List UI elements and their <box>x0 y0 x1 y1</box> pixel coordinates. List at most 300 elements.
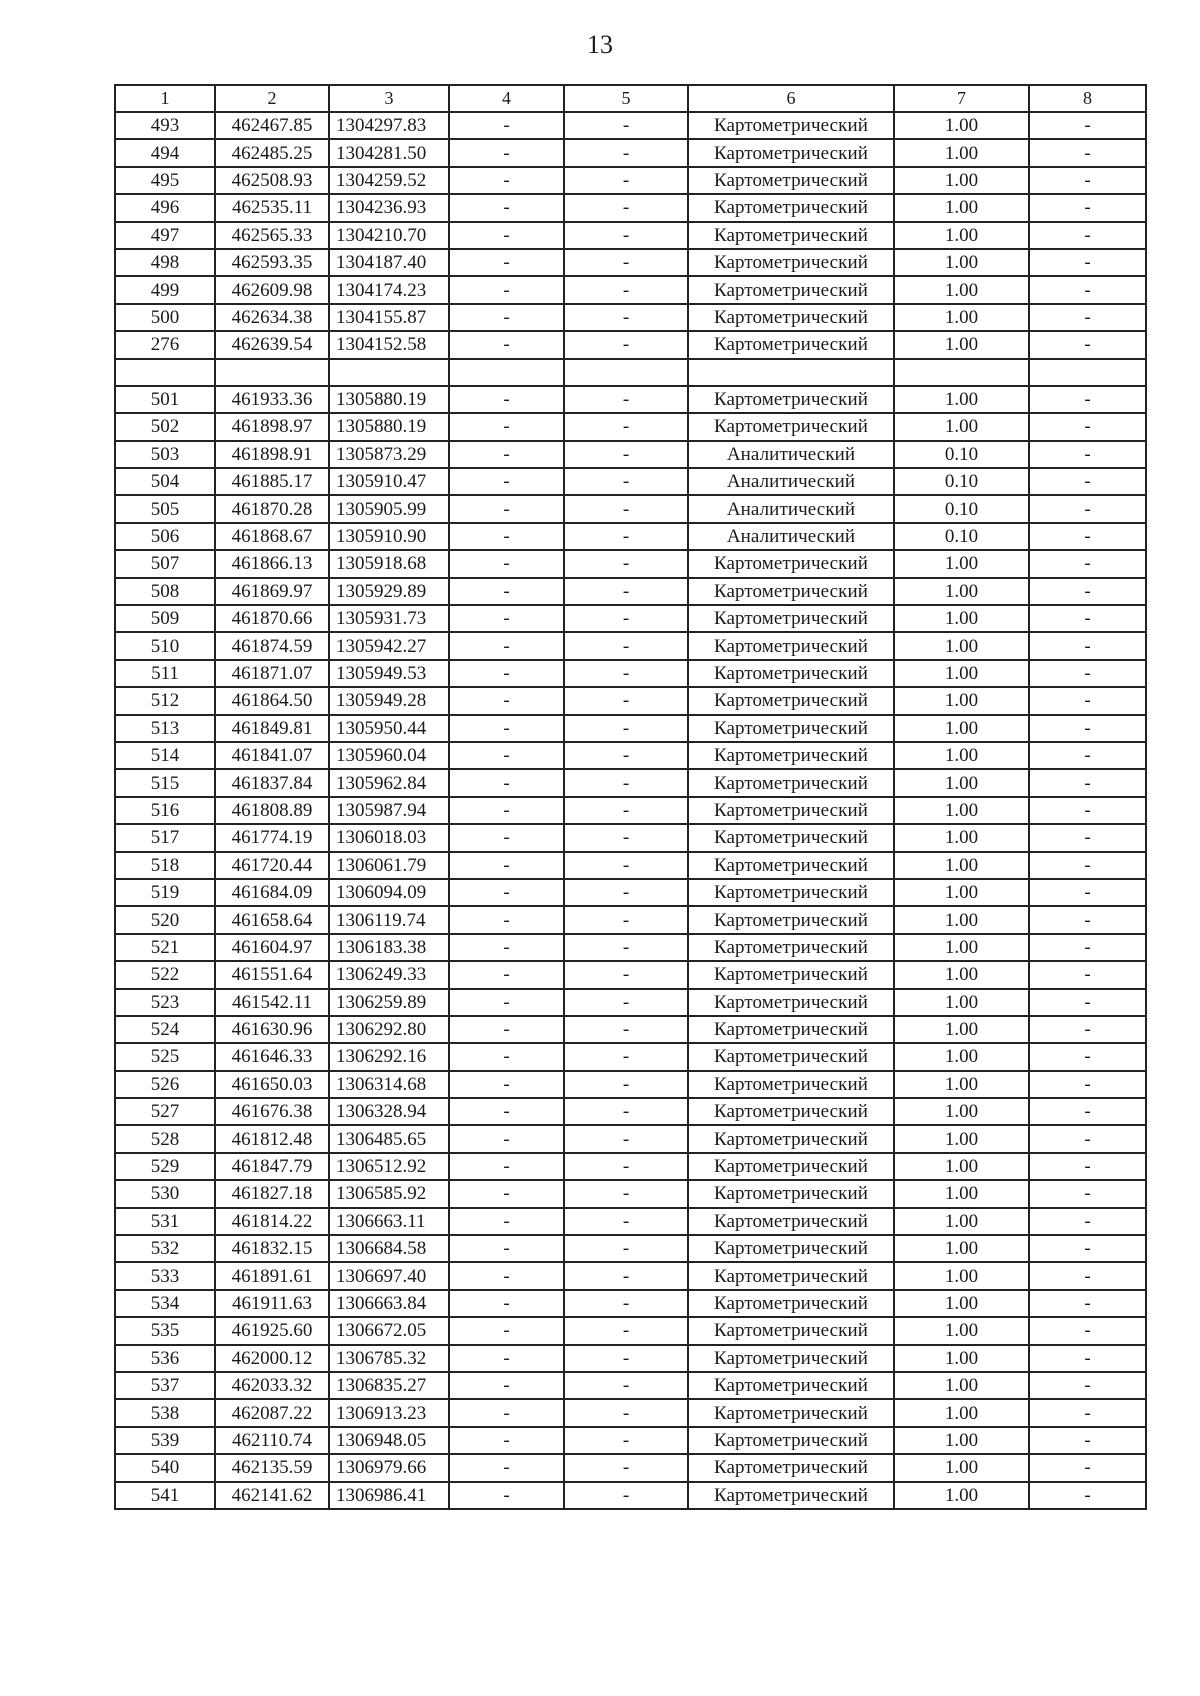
col8-cell: - <box>1029 742 1146 769</box>
col4-cell: - <box>449 797 564 824</box>
col4-cell: - <box>449 1399 564 1426</box>
accuracy-cell: 0.10 <box>894 441 1029 468</box>
accuracy-cell: 1.00 <box>894 331 1029 358</box>
method-cell: Картометрический <box>688 1125 894 1152</box>
y-coordinate-cell: 1305962.84 <box>329 769 449 796</box>
method-cell: Картометрический <box>688 1372 894 1399</box>
x-coordinate-cell: 461864.50 <box>215 687 329 714</box>
point-number-cell: 535 <box>115 1317 215 1344</box>
table-row <box>115 1153 1146 1180</box>
point-number-cell: 540 <box>115 1454 215 1481</box>
column-header: 5 <box>564 85 688 112</box>
point-number-cell: 508 <box>115 578 215 605</box>
col4-cell: - <box>449 879 564 906</box>
col8-cell: - <box>1029 1482 1146 1509</box>
col8-cell <box>1029 359 1146 386</box>
col8-cell: - <box>1029 1016 1146 1043</box>
accuracy-cell: 1.00 <box>894 1427 1029 1454</box>
col4-cell: - <box>449 386 564 413</box>
method-cell: Картометрический <box>688 632 894 659</box>
method-cell: Картометрический <box>688 578 894 605</box>
column-header: 1 <box>115 85 215 112</box>
col8-cell: - <box>1029 1180 1146 1207</box>
point-number-cell: 499 <box>115 276 215 303</box>
col5-cell <box>564 359 688 386</box>
point-number-cell: 519 <box>115 879 215 906</box>
col5-cell: - <box>564 550 688 577</box>
method-cell: Картометрический <box>688 715 894 742</box>
x-coordinate-cell: 461841.07 <box>215 742 329 769</box>
col8-cell: - <box>1029 276 1146 303</box>
x-coordinate-cell: 462141.62 <box>215 1482 329 1509</box>
method-cell: Картометрический <box>688 934 894 961</box>
x-coordinate-cell: 461866.13 <box>215 550 329 577</box>
col4-cell: - <box>449 468 564 495</box>
col4-cell: - <box>449 1482 564 1509</box>
col8-cell: - <box>1029 1125 1146 1152</box>
column-header: 8 <box>1029 85 1146 112</box>
accuracy-cell: 1.00 <box>894 1262 1029 1289</box>
col8-cell: - <box>1029 934 1146 961</box>
x-coordinate-cell: 461898.91 <box>215 441 329 468</box>
method-cell: Картометрический <box>688 660 894 687</box>
y-coordinate-cell: 1305880.19 <box>329 413 449 440</box>
column-header: 3 <box>329 85 449 112</box>
table-row <box>115 660 1146 687</box>
col4-cell: - <box>449 523 564 550</box>
table-row <box>115 386 1146 413</box>
accuracy-cell: 1.00 <box>894 1454 1029 1481</box>
col4-cell: - <box>449 989 564 1016</box>
point-number-cell: 532 <box>115 1235 215 1262</box>
col4-cell: - <box>449 852 564 879</box>
method-cell: Картометрический <box>688 1317 894 1344</box>
method-cell: Картометрический <box>688 1482 894 1509</box>
x-coordinate-cell: 461868.67 <box>215 523 329 550</box>
col8-cell: - <box>1029 1208 1146 1235</box>
method-cell: Аналитический <box>688 468 894 495</box>
x-coordinate-cell: 462135.59 <box>215 1454 329 1481</box>
y-coordinate-cell: 1305942.27 <box>329 632 449 659</box>
col4-cell: - <box>449 139 564 166</box>
point-number-cell: 521 <box>115 934 215 961</box>
col4-cell: - <box>449 495 564 522</box>
method-cell: Картометрический <box>688 879 894 906</box>
col8-cell: - <box>1029 386 1146 413</box>
method-cell: Картометрический <box>688 989 894 1016</box>
col5-cell: - <box>564 441 688 468</box>
col4-cell: - <box>449 1454 564 1481</box>
col5-cell: - <box>564 276 688 303</box>
col5-cell: - <box>564 1098 688 1125</box>
col8-cell: - <box>1029 331 1146 358</box>
y-coordinate-cell: 1306979.66 <box>329 1454 449 1481</box>
accuracy-cell: 1.00 <box>894 1153 1029 1180</box>
table-row <box>115 304 1146 331</box>
y-coordinate-cell: 1305873.29 <box>329 441 449 468</box>
x-coordinate-cell: 461630.96 <box>215 1016 329 1043</box>
col8-cell: - <box>1029 1427 1146 1454</box>
accuracy-cell: 1.00 <box>894 1098 1029 1125</box>
x-coordinate-cell: 461774.19 <box>215 824 329 851</box>
table-row <box>115 1071 1146 1098</box>
accuracy-cell: 1.00 <box>894 1482 1029 1509</box>
accuracy-cell: 1.00 <box>894 167 1029 194</box>
col5-cell: - <box>564 1180 688 1207</box>
col5-cell: - <box>564 824 688 851</box>
col5-cell: - <box>564 605 688 632</box>
col8-cell: - <box>1029 1372 1146 1399</box>
col4-cell: - <box>449 550 564 577</box>
col8-cell: - <box>1029 1290 1146 1317</box>
col8-cell: - <box>1029 304 1146 331</box>
col8-cell: - <box>1029 468 1146 495</box>
col4-cell: - <box>449 167 564 194</box>
table-row <box>115 605 1146 632</box>
point-number-cell: 509 <box>115 605 215 632</box>
point-number-cell: 522 <box>115 961 215 988</box>
method-cell: Картометрический <box>688 687 894 714</box>
col5-cell: - <box>564 1372 688 1399</box>
point-number-cell: 502 <box>115 413 215 440</box>
col5-cell: - <box>564 468 688 495</box>
accuracy-cell: 1.00 <box>894 139 1029 166</box>
col4-cell: - <box>449 769 564 796</box>
col8-cell: - <box>1029 879 1146 906</box>
point-number-cell: 501 <box>115 386 215 413</box>
table-row <box>115 1235 1146 1262</box>
col5-cell: - <box>564 1317 688 1344</box>
y-coordinate-cell: 1306835.27 <box>329 1372 449 1399</box>
point-number-cell: 538 <box>115 1399 215 1426</box>
y-coordinate-cell: 1305950.44 <box>329 715 449 742</box>
point-number-cell: 518 <box>115 852 215 879</box>
y-coordinate-cell: 1305949.28 <box>329 687 449 714</box>
point-number-cell: 503 <box>115 441 215 468</box>
x-coordinate-cell: 461849.81 <box>215 715 329 742</box>
y-coordinate-cell: 1304281.50 <box>329 139 449 166</box>
col5-cell: - <box>564 660 688 687</box>
col5-cell: - <box>564 1454 688 1481</box>
accuracy-cell: 1.00 <box>894 824 1029 851</box>
point-number-cell: 541 <box>115 1482 215 1509</box>
col4-cell: - <box>449 1208 564 1235</box>
x-coordinate-cell: 461812.48 <box>215 1125 329 1152</box>
accuracy-cell: 1.00 <box>894 249 1029 276</box>
accuracy-cell: 1.00 <box>894 1235 1029 1262</box>
accuracy-cell: 1.00 <box>894 769 1029 796</box>
col5-cell: - <box>564 742 688 769</box>
col5-cell: - <box>564 852 688 879</box>
point-number-cell: 495 <box>115 167 215 194</box>
col4-cell: - <box>449 660 564 687</box>
x-coordinate-cell: 461898.97 <box>215 413 329 440</box>
col8-cell: - <box>1029 961 1146 988</box>
col4-cell: - <box>449 1071 564 1098</box>
col4-cell: - <box>449 1098 564 1125</box>
col5-cell: - <box>564 1427 688 1454</box>
col5-cell: - <box>564 1482 688 1509</box>
col8-cell: - <box>1029 194 1146 221</box>
accuracy-cell: 1.00 <box>894 194 1029 221</box>
y-coordinate-cell: 1306512.92 <box>329 1153 449 1180</box>
accuracy-cell: 0.10 <box>894 495 1029 522</box>
method-cell: Аналитический <box>688 441 894 468</box>
x-coordinate-cell: 461650.03 <box>215 1071 329 1098</box>
accuracy-cell: 1.00 <box>894 304 1029 331</box>
table-row <box>115 934 1146 961</box>
point-number-cell: 497 <box>115 222 215 249</box>
point-number-cell: 512 <box>115 687 215 714</box>
accuracy-cell: 1.00 <box>894 797 1029 824</box>
col4-cell: - <box>449 605 564 632</box>
table-row <box>115 1372 1146 1399</box>
col4-cell: - <box>449 1427 564 1454</box>
x-coordinate-cell: 461871.07 <box>215 660 329 687</box>
col5-cell: - <box>564 1235 688 1262</box>
point-number-cell: 531 <box>115 1208 215 1235</box>
col4-cell: - <box>449 331 564 358</box>
y-coordinate-cell: 1306292.16 <box>329 1043 449 1070</box>
y-coordinate-cell: 1306684.58 <box>329 1235 449 1262</box>
point-number-cell: 539 <box>115 1427 215 1454</box>
col5-cell: - <box>564 413 688 440</box>
col8-cell: - <box>1029 1043 1146 1070</box>
table-row <box>115 413 1146 440</box>
col8-cell: - <box>1029 1317 1146 1344</box>
col5-cell: - <box>564 304 688 331</box>
col8-cell: - <box>1029 1071 1146 1098</box>
col5-cell: - <box>564 1043 688 1070</box>
method-cell: Картометрический <box>688 906 894 933</box>
table-row <box>115 112 1146 139</box>
method-cell: Картометрический <box>688 797 894 824</box>
y-coordinate-cell: 1305905.99 <box>329 495 449 522</box>
table-row <box>115 797 1146 824</box>
col4-cell: - <box>449 112 564 139</box>
point-number-cell: 523 <box>115 989 215 1016</box>
col5-cell: - <box>564 1125 688 1152</box>
method-cell: Картометрический <box>688 1043 894 1070</box>
x-coordinate-cell: 461869.97 <box>215 578 329 605</box>
y-coordinate-cell: 1304174.23 <box>329 276 449 303</box>
method-cell: Картометрический <box>688 112 894 139</box>
x-coordinate-cell: 461885.17 <box>215 468 329 495</box>
method-cell: Картометрический <box>688 304 894 331</box>
method-cell: Картометрический <box>688 550 894 577</box>
accuracy-cell: 1.00 <box>894 1372 1029 1399</box>
x-coordinate-cell: 461837.84 <box>215 769 329 796</box>
point-number-cell: 533 <box>115 1262 215 1289</box>
x-coordinate-cell: 461814.22 <box>215 1208 329 1235</box>
point-number-cell: 527 <box>115 1098 215 1125</box>
table-row <box>115 906 1146 933</box>
x-coordinate-cell: 461832.15 <box>215 1235 329 1262</box>
method-cell: Картометрический <box>688 194 894 221</box>
col4-cell: - <box>449 578 564 605</box>
accuracy-cell: 0.10 <box>894 523 1029 550</box>
table-row <box>115 468 1146 495</box>
table-row <box>115 1454 1146 1481</box>
col8-cell: - <box>1029 632 1146 659</box>
table-row <box>115 879 1146 906</box>
point-number-cell: 517 <box>115 824 215 851</box>
accuracy-cell: 1.00 <box>894 1208 1029 1235</box>
point-number-cell: 515 <box>115 769 215 796</box>
table-row <box>115 1262 1146 1289</box>
y-coordinate-cell: 1306119.74 <box>329 906 449 933</box>
y-coordinate-cell: 1306663.84 <box>329 1290 449 1317</box>
x-coordinate-cell: 462000.12 <box>215 1345 329 1372</box>
col8-cell: - <box>1029 222 1146 249</box>
x-coordinate-cell: 461891.61 <box>215 1262 329 1289</box>
table-row <box>115 1016 1146 1043</box>
col4-cell: - <box>449 906 564 933</box>
col5-cell: - <box>564 961 688 988</box>
point-number-cell: 507 <box>115 550 215 577</box>
x-coordinate-cell: 461870.66 <box>215 605 329 632</box>
accuracy-cell: 1.00 <box>894 1043 1029 1070</box>
col8-cell: - <box>1029 112 1146 139</box>
x-coordinate-cell: 461551.64 <box>215 961 329 988</box>
accuracy-cell: 1.00 <box>894 906 1029 933</box>
method-cell: Картометрический <box>688 1399 894 1426</box>
col8-cell: - <box>1029 495 1146 522</box>
x-coordinate-cell: 461808.89 <box>215 797 329 824</box>
x-coordinate-cell: 461911.63 <box>215 1290 329 1317</box>
coordinates-table <box>114 84 1147 1510</box>
table-row <box>115 715 1146 742</box>
table-row <box>115 632 1146 659</box>
accuracy-cell: 1.00 <box>894 1399 1029 1426</box>
point-number-cell: 529 <box>115 1153 215 1180</box>
method-cell: Картометрический <box>688 413 894 440</box>
y-coordinate-cell: 1306697.40 <box>329 1262 449 1289</box>
x-coordinate-cell: 461925.60 <box>215 1317 329 1344</box>
point-number-cell: 510 <box>115 632 215 659</box>
method-cell: Картометрический <box>688 1262 894 1289</box>
point-number-cell: 500 <box>115 304 215 331</box>
col4-cell: - <box>449 1372 564 1399</box>
y-coordinate-cell: 1306663.11 <box>329 1208 449 1235</box>
table-row <box>115 687 1146 714</box>
accuracy-cell: 1.00 <box>894 989 1029 1016</box>
col8-cell: - <box>1029 1345 1146 1372</box>
col4-cell: - <box>449 934 564 961</box>
col8-cell: - <box>1029 523 1146 550</box>
col4-cell: - <box>449 687 564 714</box>
accuracy-cell: 1.00 <box>894 1345 1029 1372</box>
method-cell: Картометрический <box>688 742 894 769</box>
col5-cell: - <box>564 139 688 166</box>
col8-cell: - <box>1029 824 1146 851</box>
accuracy-cell: 1.00 <box>894 1016 1029 1043</box>
col8-cell: - <box>1029 797 1146 824</box>
x-coordinate-cell: 462508.93 <box>215 167 329 194</box>
x-coordinate-cell: 461658.64 <box>215 906 329 933</box>
col4-cell: - <box>449 1262 564 1289</box>
point-number-cell: 493 <box>115 112 215 139</box>
table-row <box>115 852 1146 879</box>
accuracy-cell: 1.00 <box>894 276 1029 303</box>
y-coordinate-cell: 1304259.52 <box>329 167 449 194</box>
method-cell: Картометрический <box>688 222 894 249</box>
y-coordinate-cell: 1306585.92 <box>329 1180 449 1207</box>
col5-cell: - <box>564 167 688 194</box>
x-coordinate-cell: 462639.54 <box>215 331 329 358</box>
col4-cell: - <box>449 249 564 276</box>
table-row <box>115 1125 1146 1152</box>
table-row <box>115 331 1146 358</box>
accuracy-cell: 1.00 <box>894 879 1029 906</box>
method-cell: Картометрический <box>688 852 894 879</box>
col4-cell: - <box>449 1043 564 1070</box>
col8-cell: - <box>1029 715 1146 742</box>
accuracy-cell: 1.00 <box>894 413 1029 440</box>
x-coordinate-cell: 461870.28 <box>215 495 329 522</box>
y-coordinate-cell: 1305929.89 <box>329 578 449 605</box>
col4-cell: - <box>449 276 564 303</box>
col4-cell: - <box>449 1153 564 1180</box>
point-number-cell: 516 <box>115 797 215 824</box>
x-coordinate-cell: 462485.25 <box>215 139 329 166</box>
x-coordinate-cell: 462087.22 <box>215 1399 329 1426</box>
y-coordinate-cell: 1305918.68 <box>329 550 449 577</box>
table-row <box>115 222 1146 249</box>
y-coordinate-cell: 1305960.04 <box>329 742 449 769</box>
method-cell: Картометрический <box>688 1180 894 1207</box>
col5-cell: - <box>564 989 688 1016</box>
table-row <box>115 1399 1146 1426</box>
method-cell: Картометрический <box>688 249 894 276</box>
y-coordinate-cell: 1304236.93 <box>329 194 449 221</box>
table-row <box>115 1043 1146 1070</box>
accuracy-cell: 1.00 <box>894 715 1029 742</box>
col4-cell: - <box>449 194 564 221</box>
col5-cell: - <box>564 687 688 714</box>
col8-cell: - <box>1029 660 1146 687</box>
y-coordinate-cell: 1306292.80 <box>329 1016 449 1043</box>
accuracy-cell: 1.00 <box>894 632 1029 659</box>
x-coordinate-cell: 462467.85 <box>215 112 329 139</box>
method-cell: Аналитический <box>688 495 894 522</box>
col5-cell: - <box>564 495 688 522</box>
method-cell: Картометрический <box>688 276 894 303</box>
col5-cell: - <box>564 112 688 139</box>
table-row <box>115 989 1146 1016</box>
method-cell: Картометрический <box>688 1016 894 1043</box>
method-cell: Картометрический <box>688 1235 894 1262</box>
table-row <box>115 1180 1146 1207</box>
y-coordinate-cell: 1305987.94 <box>329 797 449 824</box>
col8-cell: - <box>1029 687 1146 714</box>
accuracy-cell: 1.00 <box>894 1290 1029 1317</box>
point-number-cell: 511 <box>115 660 215 687</box>
x-coordinate-cell: 462609.98 <box>215 276 329 303</box>
col8-cell: - <box>1029 1454 1146 1481</box>
col8-cell: - <box>1029 1399 1146 1426</box>
accuracy-cell: 1.00 <box>894 578 1029 605</box>
col5-cell: - <box>564 1071 688 1098</box>
x-coordinate-cell: 461847.79 <box>215 1153 329 1180</box>
x-coordinate-cell <box>215 359 329 386</box>
col8-cell: - <box>1029 578 1146 605</box>
table-row <box>115 961 1146 988</box>
y-coordinate-cell: 1305910.90 <box>329 523 449 550</box>
col4-cell: - <box>449 1290 564 1317</box>
col4-cell: - <box>449 1345 564 1372</box>
col4-cell: - <box>449 441 564 468</box>
